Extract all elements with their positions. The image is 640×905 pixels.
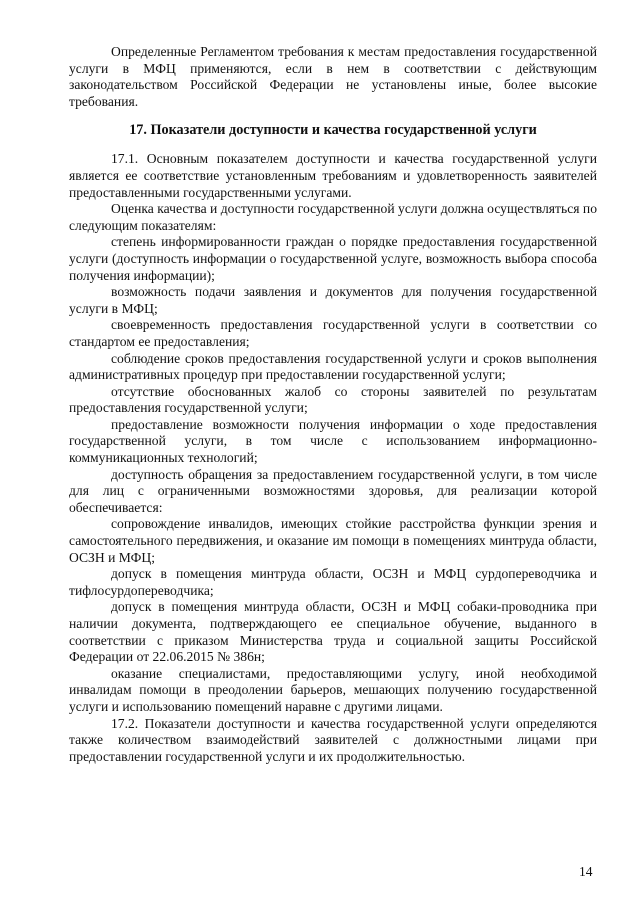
intro-paragraph: Определенные Регламентом требования к местам предоставления государственной услуги в МФЦ применяются, если в нем в соответствии с действующим законодательством Российской Федерации не установлены иные, более высокие требования. xyxy=(69,44,597,109)
paragraph-progress-information: предоставление возможности получения информации о ходе предоставления государственной услуги, в том числе с использованием информационно-коммуникационных технологий; xyxy=(69,416,597,466)
paragraph-informedness: степень информированности граждан о порядке предоставления государственной услуги (доступность информации о государственной услуге, возможность выбора способа получения информации); xyxy=(69,234,597,283)
section-title: 17. Показатели доступности и качества государственной услуги xyxy=(129,122,537,139)
paragraph-application-possibility: возможность подачи заявления и документов для получения государственной услуги в МФЦ; xyxy=(69,284,597,316)
document-body xyxy=(69,44,597,765)
paragraph-deadlines: соблюдение сроков предоставления государственной услуги и сроков выполнения административных процедур при предоставлении государственной услуги; xyxy=(69,350,597,383)
paragraph-17-1: 17.1. Основным показателем доступности и качества государственной услуги является ее соответствие установленным требованиям и удовлетворенность заявителей предоставленными государственными услугами. xyxy=(69,151,597,200)
paragraph-specialist-help: оказание специалистами, предоставляющими услугу, иной необходимой инвалидам помощи в преодолении барьеров, мешающих получению государственной услуги и использованию помещений наравне с другими лицами. xyxy=(69,665,597,714)
paragraph-17-2: 17.2. Показатели доступности и качества государственной услуги определяются также количеством взаимодействий заявителей с должностными лицами при предоставлении государственной услуги и их продолжительностью. xyxy=(69,715,597,764)
paragraph-guide-dog-admission: допуск в помещения минтруда области, ОСЗН и МФЦ собаки-проводника при наличии документа, подтверждающего ее специальное обучение, выданного в соответствии с приказом Министерства труда и социальной защиты Российской Федерации от 22.06.2015 № 386н; xyxy=(69,599,597,665)
page-number: 14 xyxy=(579,864,593,879)
paragraph-accessibility: доступность обращения за предоставлением государственной услуги, в том числе для лиц с ограниченными возможностями здоровья, для реализации которой обеспечивается: xyxy=(69,466,597,515)
paragraph-timeliness: своевременность предоставления государственной услуги в соответствии со стандартом ее предоставления; xyxy=(69,317,597,349)
paragraph-interpreter-admission: допуск в помещения минтруда области, ОСЗН и МФЦ сурдопереводчика и тифлосурдопереводчика; xyxy=(69,566,597,598)
paragraph-quality-assessment: Оценка качества и доступности государственной услуги должна осуществляться по следующим показателям: xyxy=(69,201,597,233)
paragraph-no-complaints: отсутствие обоснованных жалоб со стороны заявителей по результатам предоставления государственной услуги; xyxy=(69,383,597,416)
paragraph-escort: сопровождение инвалидов, имеющих стойкие расстройства функции зрения и самостоятельного передвижения, и оказание им помощи в помещениях минтруда области, ОСЗН и МФЦ; xyxy=(69,516,597,565)
